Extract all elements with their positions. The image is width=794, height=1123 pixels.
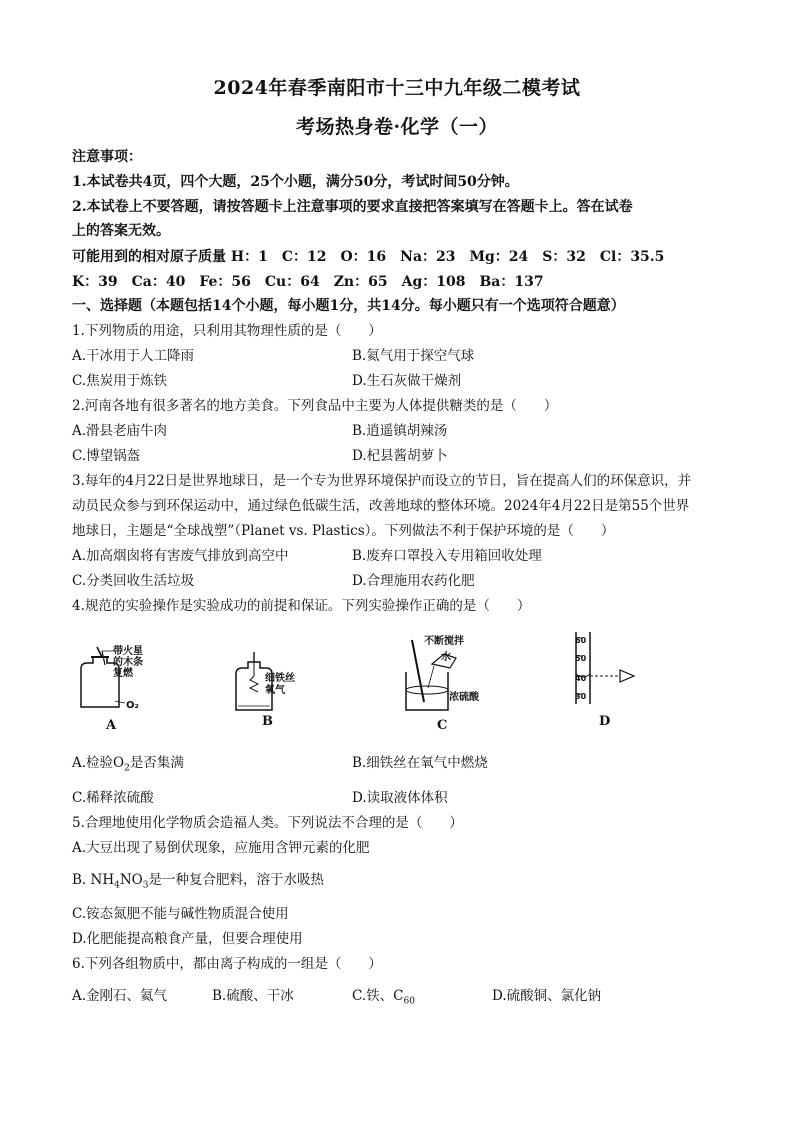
q4-stem: 4.规范的实验操作是实验成功的前提和保证。下列实验操作正确的是（ ） (72, 598, 531, 614)
figure-a-label: A (106, 718, 117, 733)
q4-option-d: D.读取液体体积 (352, 790, 448, 806)
notice-heading: 注意事项： (72, 149, 142, 165)
figure-a-text-1: 带火星 (113, 646, 143, 657)
figure-c-text-1: 不断搅拌 (424, 636, 464, 647)
q4-option-b: B.细铁丝在氧气中燃烧 (352, 755, 488, 771)
q2-option-a: A.滑县老庙牛肉 (72, 423, 168, 439)
q6-option-c: C.铁、$C_{60}$ (352, 988, 415, 1007)
q3-stem-line-2: 动员民众参与到环保运动中，通过绿色低碳生活，改善地球的整体环境。2024年4月22日是第55个世界 (72, 498, 690, 514)
q1-option-d: D.生石灰做干燥剂 (352, 373, 462, 389)
q3-option-b: B.废弃口罩投入专用箱回收处理 (352, 548, 542, 564)
figure-a-o2-label: O₂ (126, 700, 139, 711)
q1-option-b: B.氦气用于探空气球 (352, 348, 475, 364)
notice-item-2-line-2: 上的答案无效。 (72, 223, 170, 239)
figure-b-text-2: 氧气 (265, 685, 285, 696)
q5-option-c: C.铵态氮肥不能与碱性物质混合使用 (72, 906, 289, 922)
figure-d-label: D (599, 714, 611, 729)
q1-stem: 1.下列物质的用途，只利用其物理性质的是（ ） (72, 323, 382, 339)
q3-stem-line-1: 3.每年的4月22日是世界地球日，是一个专为世界环境保护而设立的节日，旨在提高人们的环保意识，并 (72, 473, 692, 489)
q3-option-c: C.分类回收生活垃圾 (72, 573, 195, 589)
exam-title: 2024年春季南阳市十三中九年级二模考试 (213, 77, 581, 99)
exam-subtitle: 考场热身卷·化学（一） (295, 116, 499, 138)
q2-option-d: D.杞县酱胡萝卜 (352, 448, 448, 464)
figure-b-label: B (262, 714, 273, 729)
q1-option-c: C.焦炭用于炼铁 (72, 373, 168, 389)
q4-option-c: C.稀释浓硫酸 (72, 790, 154, 806)
q5-option-b: B. $NH_4NO_3$是一种复合肥料，溶于水吸热 (72, 872, 324, 891)
notice-item-2-line-1: 2.本试卷上不要答题，请按答题卡上注意事项的要求直接把答案填写在答题卡上。答在试卷 (72, 199, 633, 215)
figure-c-label: C (437, 718, 448, 733)
q6-option-d: D.硫酸铜、氯化钠 (492, 988, 602, 1004)
section-1-heading: 一、选择题（本题包括14个小题，每小题1分，共14分。每小题只有一个选项符合题意） (72, 298, 625, 314)
q6-stem: 6.下列各组物质中，都由离子构成的一组是（ ） (72, 956, 382, 972)
q6-option-b: B.硫酸、干冰 (212, 988, 294, 1004)
q2-stem: 2.河南各地有很多著名的地方美食。下列食品中主要为人体提供糖类的是（ ） (72, 398, 558, 414)
figure-a-text-3: 复燃 (113, 668, 133, 679)
q4-option-a: A.检验$O_2$是否集满 (72, 755, 184, 774)
figure-c-text-2: 水 (441, 652, 451, 663)
notice-item-1: 1.本试卷共4页，四个大题，25个小题，满分50分，考试时间50分钟。 (72, 174, 519, 190)
q2-option-b: B.逍遥镇胡辣汤 (352, 423, 448, 439)
figure-c-text-3: 浓硫酸 (449, 692, 479, 703)
figure-a-text-2: 的木条 (113, 657, 143, 668)
q5-option-a: A.大豆出现了易倒伏现象，应施用含钾元素的化肥 (72, 840, 370, 856)
figure-d-tick-60: 60 (575, 636, 587, 645)
figure-d-cylinder (560, 630, 644, 706)
q3-option-d: D.合理施用农药化肥 (352, 573, 475, 589)
q5-option-d: D.化肥能提高粮食产量，但要合理使用 (72, 931, 303, 947)
atomic-mass-line-1: 可能用到的相对原子质量 H：1 C：12 O：16 Na：23 Mg：24 S：32 Cl：35.5 (72, 249, 665, 265)
q5-stem: 5.合理地使用化学物质会造福人类。下列说法不合理的是（ ） (72, 815, 463, 831)
figure-b-text-1: 细铁丝 (265, 673, 295, 684)
figure-d-tick-50: 50 (575, 654, 587, 663)
q1-option-a: A.干冰用于人工降雨 (72, 348, 195, 364)
q6-option-a: A.金刚石、氦气 (72, 988, 168, 1004)
q3-option-a: A.加高烟囱将有害废气排放到高空中 (72, 548, 289, 564)
q2-option-c: C.博望锅盔 (72, 448, 141, 464)
atomic-mass-line-2: K：39 Ca：40 Fe：56 Cu：64 Zn：65 Ag：108 Ba：137 (72, 274, 544, 290)
q3-stem-line-3: 地球日，主题是“全球战塑”（Planet vs. Plastics）。下列做法不利于保护环境的是（ ） (72, 523, 615, 539)
figure-d-tick-30: 30 (575, 692, 587, 701)
figure-d-tick-40: 40 (575, 674, 587, 683)
